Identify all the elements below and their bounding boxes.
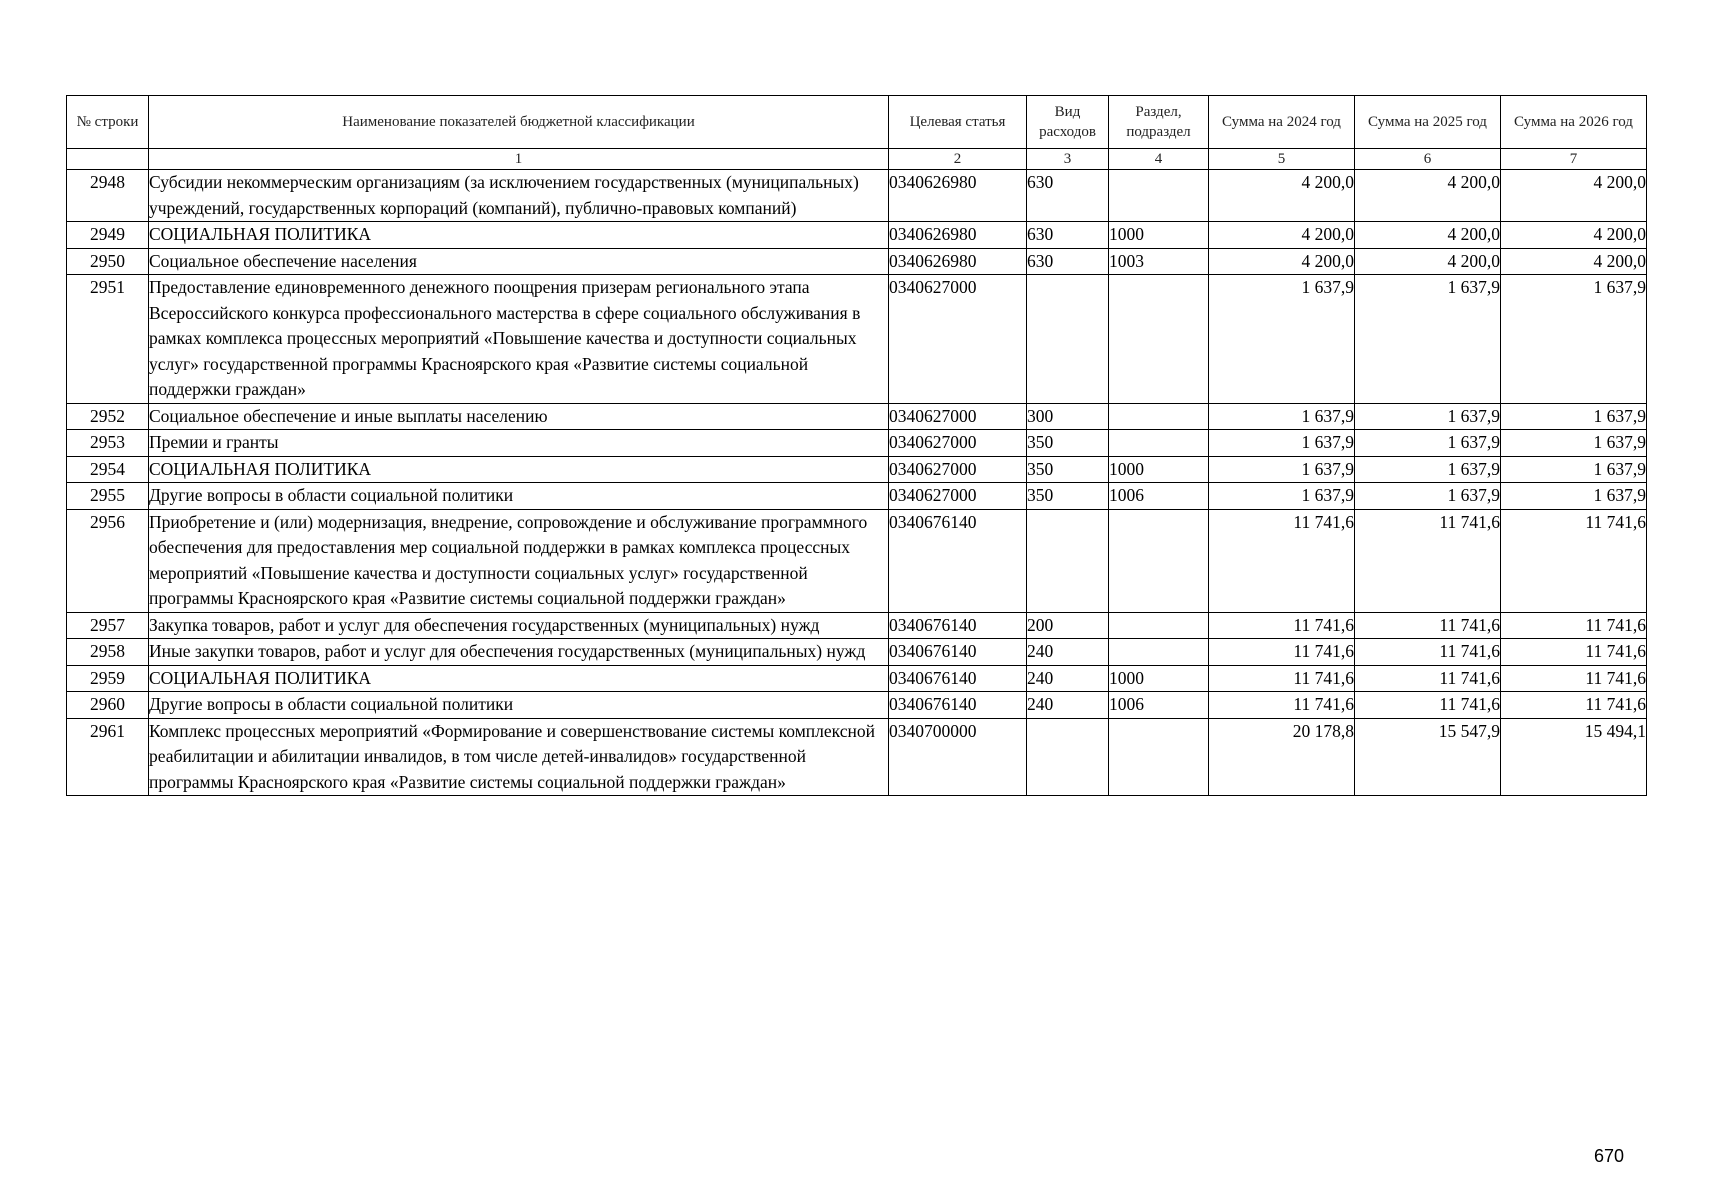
section-cell: 1006 [1109, 692, 1209, 719]
column-number: 6 [1355, 149, 1501, 170]
name-cell: Субсидии некоммерческим организациям (за исключением государственных (муниципальных) учреждений, государственных корпораций (компаний), публично-правовых компаний) [149, 170, 889, 222]
table-row [67, 456, 1647, 483]
header-row-no: № строки [67, 96, 149, 149]
budget-table [66, 95, 1647, 796]
row-number-cell: 2961 [67, 718, 149, 796]
name-cell: Другие вопросы в области социальной политики [149, 692, 889, 719]
name-cell: Социальное обеспечение населения [149, 248, 889, 275]
column-number: 1 [149, 149, 889, 170]
table-row [67, 430, 1647, 457]
sum-2025-cell: 1 637,9 [1355, 483, 1501, 510]
sum-2026-cell: 1 637,9 [1501, 483, 1647, 510]
row-number-cell: 2953 [67, 430, 149, 457]
section-cell: 1000 [1109, 222, 1209, 249]
sum-2026-cell: 1 637,9 [1501, 430, 1647, 457]
table-row [67, 718, 1647, 796]
sum-2024-cell: 1 637,9 [1209, 430, 1355, 457]
table-row [67, 403, 1647, 430]
name-cell: СОЦИАЛЬНАЯ ПОЛИТИКА [149, 456, 889, 483]
target-code-cell: 0340676140 [889, 509, 1027, 612]
table-row [67, 639, 1647, 666]
table-row [67, 275, 1647, 404]
section-cell [1109, 718, 1209, 796]
column-number: 4 [1109, 149, 1209, 170]
sum-2025-cell: 11 741,6 [1355, 692, 1501, 719]
row-number-cell: 2949 [67, 222, 149, 249]
target-code-cell: 0340676140 [889, 665, 1027, 692]
target-code-cell: 0340700000 [889, 718, 1027, 796]
sum-2024-cell: 4 200,0 [1209, 170, 1355, 222]
section-cell: 1000 [1109, 665, 1209, 692]
section-cell [1109, 612, 1209, 639]
row-number-cell: 2954 [67, 456, 149, 483]
section-cell [1109, 403, 1209, 430]
target-code-cell: 0340627000 [889, 456, 1027, 483]
header-sum-2024: Сумма на 2024 год [1209, 96, 1355, 149]
name-cell: Комплекс процессных мероприятий «Формирование и совершенствование системы комплексной реабилитации и абилитации инвалидов, в том числе детей-инвалидов» государственной программы Красноярского края «Развитие системы социальной поддержки граждан» [149, 718, 889, 796]
section-cell [1109, 170, 1209, 222]
target-code-cell: 0340626980 [889, 222, 1027, 249]
column-number-row [67, 149, 1647, 170]
sum-2024-cell: 11 741,6 [1209, 509, 1355, 612]
sum-2026-cell: 4 200,0 [1501, 222, 1647, 249]
sum-2024-cell: 1 637,9 [1209, 456, 1355, 483]
sum-2025-cell: 11 741,6 [1355, 639, 1501, 666]
sum-2025-cell: 1 637,9 [1355, 403, 1501, 430]
sum-2025-cell: 11 741,6 [1355, 665, 1501, 692]
expense-type-cell: 240 [1027, 639, 1109, 666]
section-cell [1109, 430, 1209, 457]
table-row [67, 483, 1647, 510]
sum-2025-cell: 11 741,6 [1355, 509, 1501, 612]
name-cell: Иные закупки товаров, работ и услуг для обеспечения государственных (муниципальных) нужд [149, 639, 889, 666]
sum-2025-cell: 4 200,0 [1355, 222, 1501, 249]
header-type: Вид расходов [1027, 96, 1109, 149]
sum-2024-cell: 1 637,9 [1209, 275, 1355, 404]
table-row [67, 692, 1647, 719]
column-number: 3 [1027, 149, 1109, 170]
expense-type-cell [1027, 509, 1109, 612]
name-cell: Закупка товаров, работ и услуг для обеспечения государственных (муниципальных) нужд [149, 612, 889, 639]
column-number: 7 [1501, 149, 1647, 170]
target-code-cell: 0340626980 [889, 248, 1027, 275]
column-number: 5 [1209, 149, 1355, 170]
table-row [67, 612, 1647, 639]
row-number-cell: 2956 [67, 509, 149, 612]
row-number-cell: 2958 [67, 639, 149, 666]
target-code-cell: 0340676140 [889, 639, 1027, 666]
expense-type-cell: 240 [1027, 665, 1109, 692]
section-cell [1109, 275, 1209, 404]
sum-2026-cell: 4 200,0 [1501, 248, 1647, 275]
sum-2024-cell: 4 200,0 [1209, 248, 1355, 275]
column-number [67, 149, 149, 170]
header-name: Наименование показателей бюджетной классификации [149, 96, 889, 149]
sum-2025-cell: 1 637,9 [1355, 275, 1501, 404]
sum-2026-cell: 1 637,9 [1501, 275, 1647, 404]
sum-2025-cell: 4 200,0 [1355, 248, 1501, 275]
header-row [67, 96, 1647, 149]
sum-2025-cell: 11 741,6 [1355, 612, 1501, 639]
target-code-cell: 0340627000 [889, 430, 1027, 457]
expense-type-cell: 300 [1027, 403, 1109, 430]
name-cell: СОЦИАЛЬНАЯ ПОЛИТИКА [149, 222, 889, 249]
sum-2026-cell: 11 741,6 [1501, 692, 1647, 719]
header-target: Целевая статья [889, 96, 1027, 149]
target-code-cell: 0340626980 [889, 170, 1027, 222]
table-row [67, 509, 1647, 612]
sum-2026-cell: 1 637,9 [1501, 456, 1647, 483]
table-row [67, 222, 1647, 249]
row-number-cell: 2960 [67, 692, 149, 719]
row-number-cell: 2959 [67, 665, 149, 692]
sum-2025-cell: 15 547,9 [1355, 718, 1501, 796]
target-code-cell: 0340627000 [889, 403, 1027, 430]
sum-2024-cell: 11 741,6 [1209, 612, 1355, 639]
row-number-cell: 2955 [67, 483, 149, 510]
section-cell: 1003 [1109, 248, 1209, 275]
header-sum-2026: Сумма на 2026 год [1501, 96, 1647, 149]
row-number-cell: 2948 [67, 170, 149, 222]
name-cell: Приобретение и (или) модернизация, внедрение, сопровождение и обслуживание программного обеспечения для предоставления мер социальной поддержки в рамках комплекса процессных мероприятий «Повышение качества и доступности социальных услуг» государственной программы Красноярского края «Развитие системы социальной поддержки граждан» [149, 509, 889, 612]
target-code-cell: 0340627000 [889, 483, 1027, 510]
name-cell: Социальное обеспечение и иные выплаты населению [149, 403, 889, 430]
sum-2026-cell: 4 200,0 [1501, 170, 1647, 222]
header-sum-2025: Сумма на 2025 год [1355, 96, 1501, 149]
table-body [67, 170, 1647, 796]
header-section: Раздел, подраздел [1109, 96, 1209, 149]
sum-2024-cell: 4 200,0 [1209, 222, 1355, 249]
sum-2024-cell: 1 637,9 [1209, 483, 1355, 510]
name-cell: Премии и гранты [149, 430, 889, 457]
sum-2024-cell: 11 741,6 [1209, 639, 1355, 666]
sum-2026-cell: 11 741,6 [1501, 665, 1647, 692]
target-code-cell: 0340627000 [889, 275, 1027, 404]
sum-2025-cell: 1 637,9 [1355, 456, 1501, 483]
page-number: 670 [1594, 1146, 1625, 1166]
table-row [67, 665, 1647, 692]
expense-type-cell: 630 [1027, 222, 1109, 249]
section-cell: 1000 [1109, 456, 1209, 483]
sum-2024-cell: 11 741,6 [1209, 665, 1355, 692]
expense-type-cell [1027, 718, 1109, 796]
row-number-cell: 2951 [67, 275, 149, 404]
sum-2026-cell: 15 494,1 [1501, 718, 1647, 796]
expense-type-cell: 200 [1027, 612, 1109, 639]
column-number: 2 [889, 149, 1027, 170]
name-cell: СОЦИАЛЬНАЯ ПОЛИТИКА [149, 665, 889, 692]
target-code-cell: 0340676140 [889, 692, 1027, 719]
sum-2025-cell: 1 637,9 [1355, 430, 1501, 457]
section-cell [1109, 509, 1209, 612]
sum-2024-cell: 11 741,6 [1209, 692, 1355, 719]
row-number-cell: 2952 [67, 403, 149, 430]
name-cell: Другие вопросы в области социальной политики [149, 483, 889, 510]
expense-type-cell: 630 [1027, 248, 1109, 275]
sum-2026-cell: 11 741,6 [1501, 509, 1647, 612]
row-number-cell: 2957 [67, 612, 149, 639]
sum-2024-cell: 20 178,8 [1209, 718, 1355, 796]
expense-type-cell: 350 [1027, 483, 1109, 510]
sum-2025-cell: 4 200,0 [1355, 170, 1501, 222]
table-row [67, 248, 1647, 275]
expense-type-cell [1027, 275, 1109, 404]
sum-2026-cell: 11 741,6 [1501, 639, 1647, 666]
expense-type-cell: 350 [1027, 430, 1109, 457]
sum-2026-cell: 1 637,9 [1501, 403, 1647, 430]
section-cell: 1006 [1109, 483, 1209, 510]
expense-type-cell: 630 [1027, 170, 1109, 222]
row-number-cell: 2950 [67, 248, 149, 275]
sum-2024-cell: 1 637,9 [1209, 403, 1355, 430]
table-row [67, 170, 1647, 222]
section-cell [1109, 639, 1209, 666]
name-cell: Предоставление единовременного денежного поощрения призерам регионального этапа Всероссийского конкурса профессионального мастерства в сфере социального обслуживания в рамках комплекса процессных мероприятий «Повышение качества и доступности социальных услуг» государственной программы Красноярского края «Развитие системы социальной поддержки граждан» [149, 275, 889, 404]
expense-type-cell: 240 [1027, 692, 1109, 719]
sum-2026-cell: 11 741,6 [1501, 612, 1647, 639]
expense-type-cell: 350 [1027, 456, 1109, 483]
target-code-cell: 0340676140 [889, 612, 1027, 639]
